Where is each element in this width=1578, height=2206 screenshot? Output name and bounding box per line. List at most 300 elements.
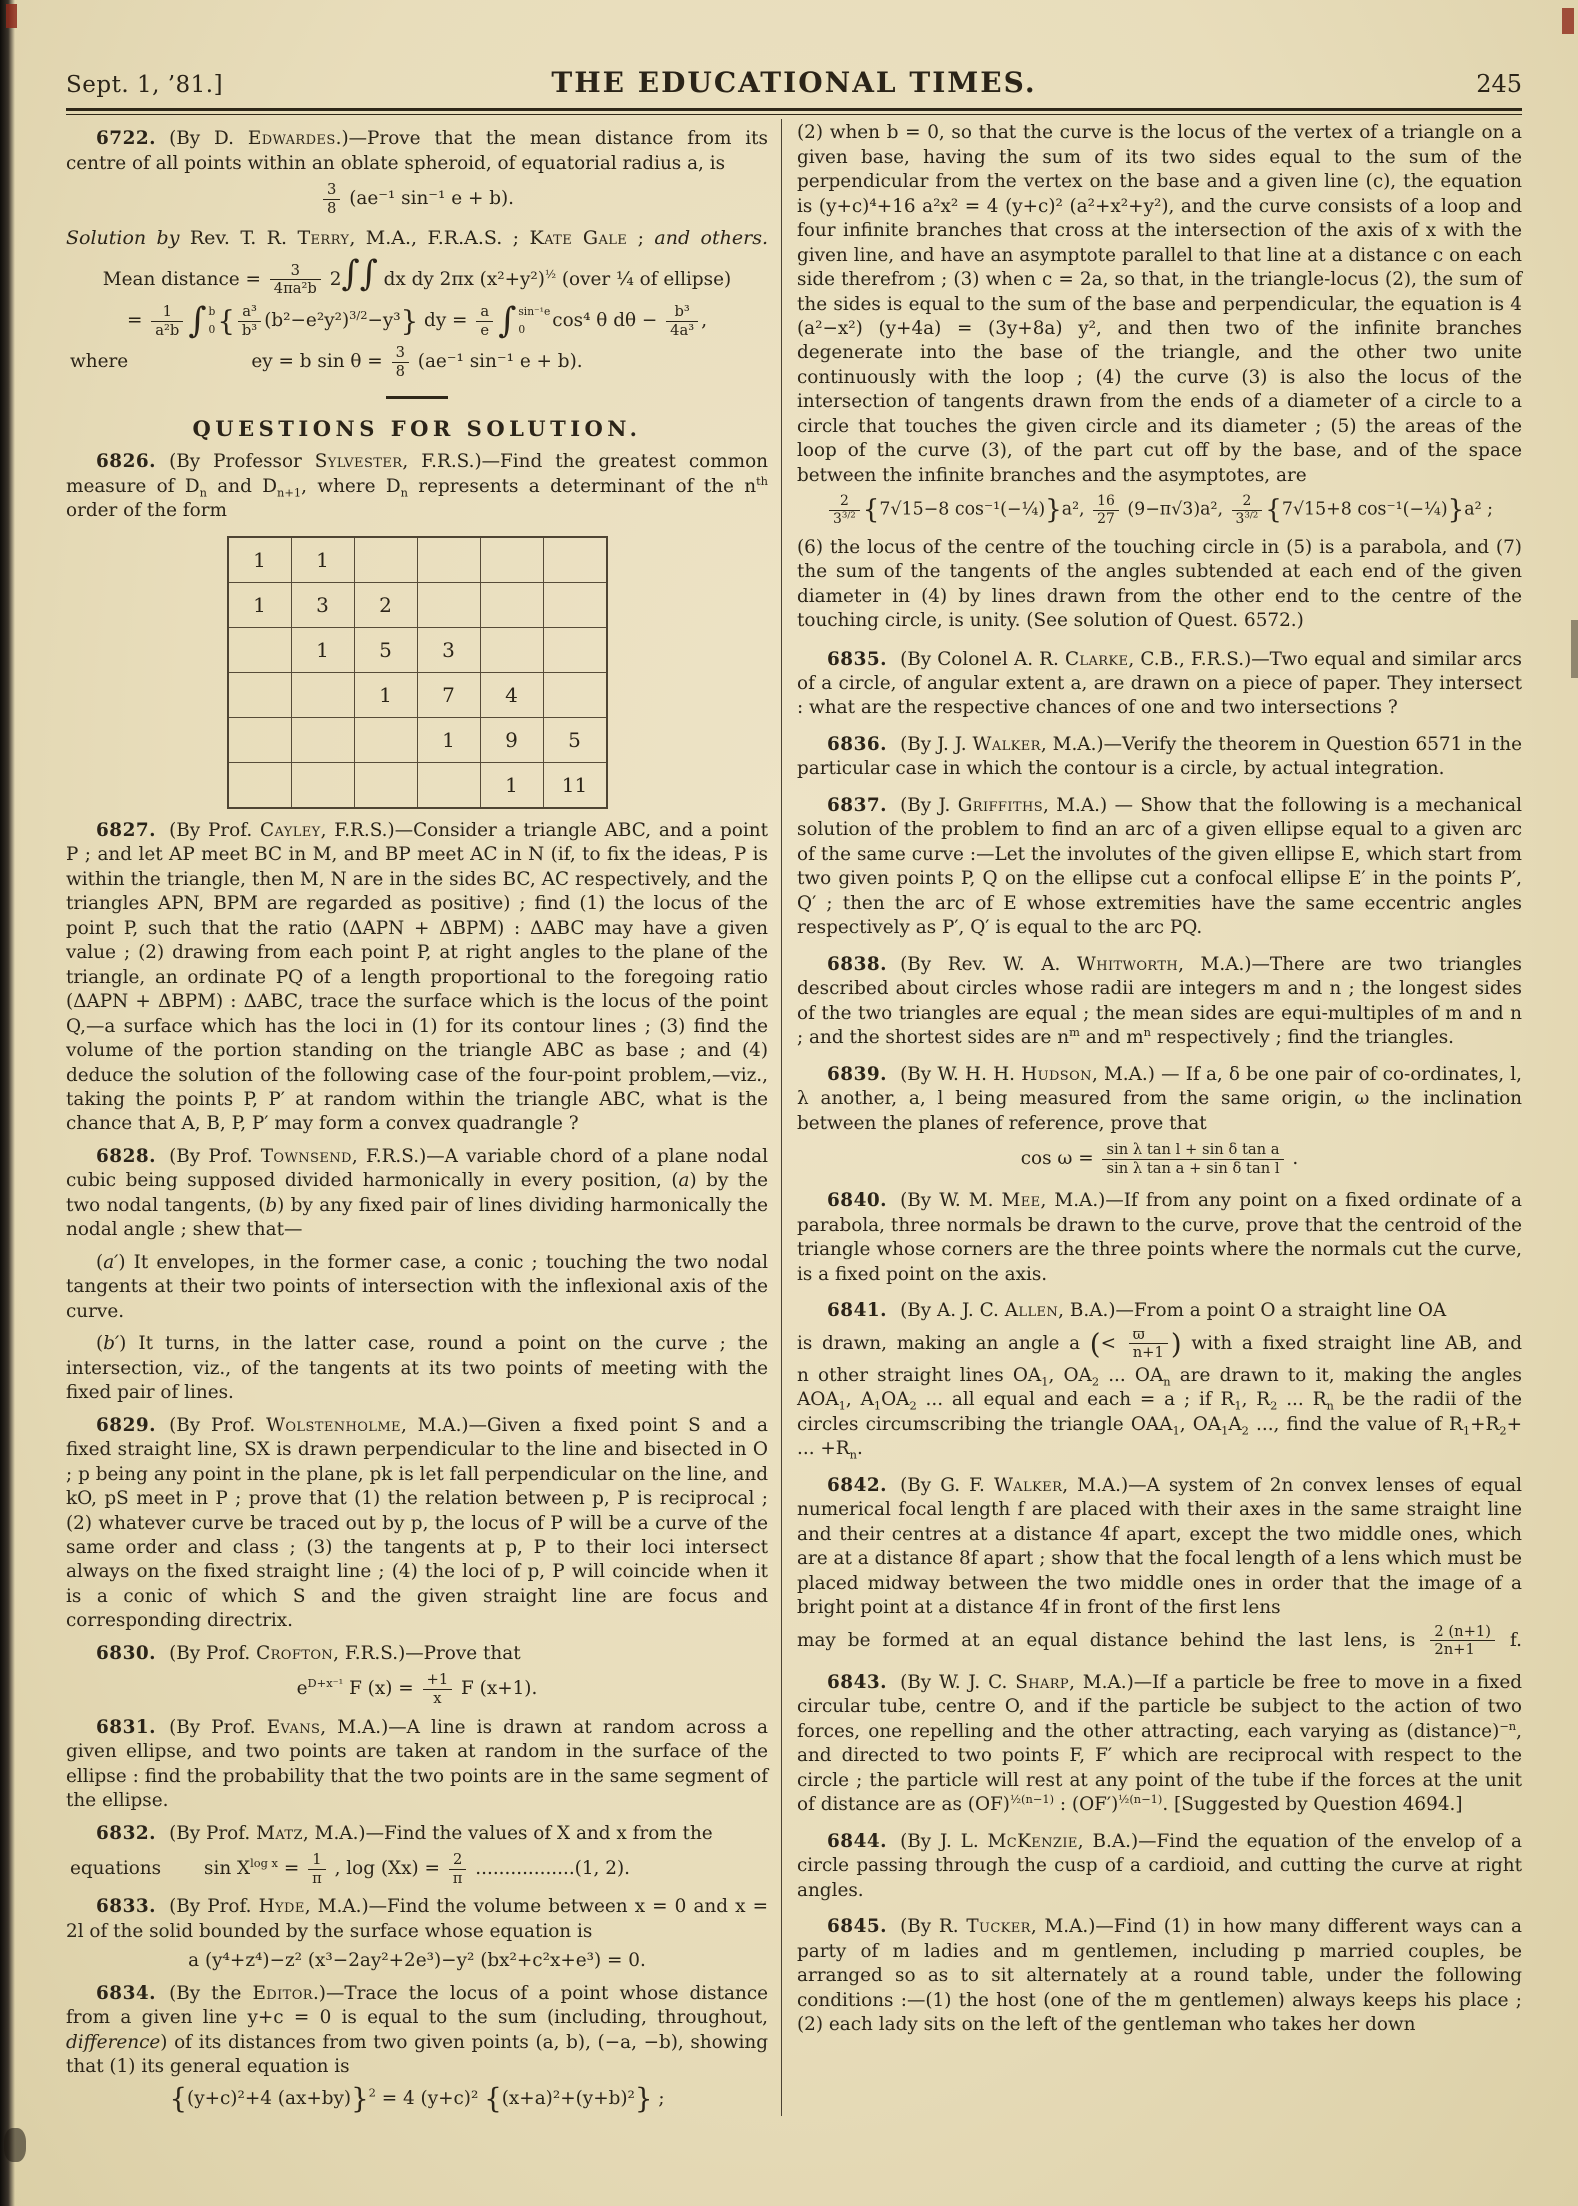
text-run: may be formed at an equal distance behind the last lens, is: [797, 1629, 1428, 1651]
text-run: n+1: [276, 485, 302, 500]
text-run: 1: [1221, 1423, 1229, 1438]
text-run: ) of its distances from two given points (a, b), (−a, −b), showing that (1) its general equation is: [66, 2031, 768, 2078]
page-number: 245: [1476, 70, 1522, 98]
text-run: , F.R.S.)—Find the greatest common measure of D: [66, 451, 769, 497]
text-run: ∫ b 0: [188, 300, 216, 341]
text-run: 3: [1235, 510, 1245, 527]
text-run: $\frac{\text{sin λ tan l + sin δ tan a}}{\text{sin λ tan a + sin δ tan l}}$: [1102, 1141, 1283, 1177]
text-run: }: [400, 304, 419, 338]
text-run: {: [169, 2081, 188, 2115]
equation-mean-distance-2: [66, 300, 768, 341]
determinant-cell: [480, 537, 543, 583]
question-number: 6837.: [827, 794, 888, 816]
text-run: }: [1045, 495, 1062, 526]
text-run: Whitworth: [1076, 953, 1179, 975]
determinant-cell: 2: [354, 582, 417, 627]
determinant-cell: [291, 672, 354, 717]
determinant-cell: 1: [228, 582, 292, 627]
text-run: Kate Gale: [529, 227, 628, 250]
determinant-cell: [354, 537, 417, 583]
text-run: Mee: [1001, 1190, 1041, 1212]
text-run: and D: [206, 475, 277, 497]
text-run: n: [849, 1448, 857, 1463]
determinant-cell: [228, 627, 292, 672]
question-6722: [66, 127, 768, 176]
text-run: Solution by: [66, 227, 190, 250]
continuation-paragraph: [797, 536, 1522, 634]
text-run: , M.A.)—A system of 2n convex lenses of equal numerical focal length f are placed with their axes in the same straight line and their centres at a distance 4f apart, except the two middle ones, which are at a distance 8f apart ; show that the focal length of a lens which must be placed midway between the two middle ones in order that the image of a bright point at a distance 4f in front of the first lens: [797, 1474, 1522, 1619]
text-run: , M.A.)—Verify the theorem in Question 6571 in the particular case in which the contour is a circle, by actual integration.: [797, 733, 1522, 780]
text-run: $\frac{2 (n+1)}{2n+1}$: [1430, 1623, 1495, 1659]
text-run: (By Prof.: [169, 1414, 267, 1436]
text-run: Clarke: [1064, 648, 1129, 670]
text-run: order of the form: [66, 500, 227, 522]
text-run: }: [1447, 495, 1465, 526]
question-text: [66, 1252, 768, 1322]
text-run: .: [1286, 1148, 1299, 1170]
determinant-cell: [291, 762, 354, 808]
text-run: ) by any fixed pair of lines dividing harmonically the nodal angle ; shew that—: [66, 1194, 769, 1241]
question-6833: [66, 1895, 768, 1944]
question-number: 6844.: [827, 1830, 888, 1852]
question-6844: [797, 1830, 1522, 1903]
text-run: McKenzie: [987, 1830, 1078, 1852]
determinant-cell: [543, 672, 607, 717]
text-run: (ae⁻¹ sin⁻¹ e + b).: [411, 351, 583, 373]
text-run: n: [1143, 1024, 1151, 1039]
text-run: ) by the two nodal tangents, (: [66, 1170, 768, 1216]
text-run: (By W. J. C.: [900, 1671, 1016, 1693]
equation-6832-row: [66, 1851, 768, 1887]
text-run: 7√15−8 cos⁻¹(−¼): [879, 499, 1046, 520]
text-run: are drawn to it, making the angles AOA: [797, 1364, 1522, 1411]
determinant-row: [228, 582, 607, 627]
text-run: Tucker: [966, 1916, 1031, 1938]
text-run: D+x⁻¹: [307, 1676, 344, 1691]
text-run: (By Prof.: [169, 819, 261, 841]
text-run: (By J. J.: [900, 733, 973, 755]
text-run: 1: [1041, 1374, 1049, 1389]
text-run: $\frac{2}{3^{3/2}}$: [829, 493, 860, 527]
text-run: Terry: [297, 227, 350, 250]
question-number: 6833.: [96, 1896, 157, 1918]
question-6826: [66, 450, 768, 523]
determinant-cell: [228, 762, 292, 808]
determinant-cell: 9: [480, 717, 543, 762]
text-run: b′: [103, 1333, 120, 1355]
continuation-text: [797, 537, 1522, 631]
text-run: a² ;: [1464, 499, 1493, 520]
text-run: Cayley: [260, 819, 321, 841]
text-run: n other straight lines OA: [797, 1364, 1042, 1386]
text-run: (9−π√3)a²,: [1121, 499, 1229, 520]
text-run: $\frac{2}{\pi}$: [449, 1851, 467, 1887]
equation-mean-distance-1: [66, 253, 768, 298]
text-run: (b²−e²y²): [264, 310, 350, 332]
equations-label: equations: [70, 1857, 162, 1879]
question-number: 6828.: [96, 1145, 157, 1167]
question-6841: [797, 1299, 1522, 1323]
text-run: , M.A.) — If a, δ be one pair of co-ordinates, l, λ another, a, l being measured from the same origin, ω the inclination between the planes of reference, prove that: [797, 1063, 1523, 1134]
text-run: {: [862, 495, 880, 526]
question-6835: [797, 648, 1522, 721]
text-run: 2: [368, 2085, 376, 2100]
equation-6830: [66, 1671, 768, 1707]
text-run: ,: [701, 310, 708, 332]
text-run: }: [634, 2081, 653, 2115]
text-run: ) It turns, in the latter case, round a point on the curve ; the intersection, viz., of the tangents at its two points of meeting with the fixed pair of lines.: [66, 1333, 768, 1404]
text-run: 2: [1499, 1423, 1507, 1438]
text-run: ... all equal and each = a ; if R: [916, 1389, 1235, 1411]
page-title: THE EDUCATIONAL TIMES.: [551, 66, 1037, 99]
question-text: [797, 1831, 1522, 1901]
text-run: cos⁴ θ dθ −: [552, 310, 664, 332]
text-run: Matz: [256, 1822, 303, 1844]
text-run: , M.A.)—Find the volume between x = 0 and x = 2l of the solid bounded by the surface whose equation is: [66, 1896, 768, 1942]
text-run: $\frac{+1}{x}$: [423, 1671, 453, 1707]
text-run: 2: [1270, 1399, 1278, 1414]
scan-smudge: [4, 2128, 26, 2162]
question-text: [900, 1300, 1446, 1321]
text-run: Evans: [266, 1716, 321, 1738]
determinant-cell: [480, 582, 543, 627]
text-run: , M.A.) — Show that the following is a mechanical solution of the problem to find an arc of a given ellipse equal to a given arc of the same curve :—Let the involutes of the given ellipse E, which start from two given points P, Q on the ellipse cut a confocal ellipse E′ in the points P′, Q′ ; then the arc of E whose extremities have the same eccentric angles respectively as P′, Q′ is equal to the arc PQ.: [797, 794, 1523, 939]
question-6836: [797, 733, 1522, 782]
text-run: (By A. J. C.: [900, 1300, 1005, 1322]
question-text: [797, 1364, 1523, 1463]
text-run: $\frac{3}{\text{4πa²b}}$: [270, 262, 321, 298]
determinant-row: [228, 672, 607, 717]
question-number: 6842.: [827, 1474, 888, 1496]
determinant-cell: 1: [354, 672, 417, 717]
text-run: $\frac{3}{8}$: [392, 344, 409, 380]
text-run: n: [199, 485, 207, 500]
text-run: Allen: [1004, 1300, 1059, 1322]
text-run: 2: [909, 1399, 917, 1414]
text-run: cos ω =: [1020, 1148, 1100, 1170]
equation-6832: [66, 1851, 768, 1887]
question-6838: [797, 953, 1522, 1051]
determinant-cell: [228, 717, 292, 762]
question-6845: [797, 1915, 1522, 2037]
left-column: [66, 119, 781, 2116]
determinant-cell: 1: [291, 627, 354, 672]
text-run: 2: [323, 268, 342, 290]
text-run: $\frac{\text{a³}}{\text{b³}}$: [238, 303, 261, 339]
question-text: [797, 734, 1522, 779]
question-6841-inline-equation-line: [797, 1326, 1522, 1362]
text-run: $\frac{a}{e}$: [476, 303, 493, 339]
text-run: Griffiths: [957, 794, 1044, 816]
equation-6833: [66, 1949, 768, 1973]
text-run: Townsend: [260, 1145, 352, 1167]
determinant-cell: 11: [543, 762, 607, 808]
text-run: ;: [627, 227, 655, 250]
text-run: F (x) =: [343, 1678, 420, 1700]
text-run: dy =: [418, 310, 474, 332]
text-run: a′: [103, 1251, 119, 1273]
question-text: [797, 1475, 1522, 1618]
determinant-cell: 1: [291, 537, 354, 583]
text-run: 2: [1241, 1423, 1249, 1438]
text-run: m: [1069, 1024, 1080, 1039]
two-column-body: [66, 119, 1522, 2116]
text-run: (By J. L.: [900, 1830, 988, 1852]
question-6839: [797, 1063, 1522, 1136]
question-6828-part-b: [66, 1332, 768, 1405]
text-run: and others.: [654, 227, 768, 250]
determinant-cell: 5: [354, 627, 417, 672]
text-run: −y³: [367, 310, 401, 332]
text-run: $\frac{1}{\pi}$: [308, 1851, 326, 1887]
text-run: , B.A.)—From a point O a straight line OA: [1058, 1300, 1447, 1322]
text-run: , F.R.S.)—A variable chord of a plane nodal cubic being supposed divided harmonically in every position, (: [66, 1145, 768, 1192]
question-6828-part-a: [66, 1251, 768, 1324]
text-run: ∫ sin⁻¹e 0: [498, 300, 551, 341]
text-run: ..., find the value of R: [1248, 1413, 1463, 1435]
determinant-cell: 1: [228, 537, 292, 583]
text-run: a²,: [1061, 499, 1091, 520]
text-run: , A: [845, 1389, 874, 1411]
text-run: : (OF′): [1054, 1794, 1119, 1816]
determinant-row: [228, 627, 607, 672]
question-text: [797, 795, 1522, 938]
right-column: [781, 119, 1522, 2116]
text-run: ) It envelopes, in the former case, a conic ; touching the two nodal tangents at their two points of intersection with the inflexional axis of the curve.: [66, 1251, 768, 1322]
question-6842: [797, 1474, 1522, 1621]
text-run: , where D: [301, 475, 401, 497]
text-run: (By Prof.: [169, 1642, 257, 1664]
text-run: a (y⁴+z⁴)−z² (x³−2ay²+2e³)−y² (bx²+c²x+e³) = 0.: [188, 1950, 646, 1972]
question-text: [797, 954, 1522, 1048]
determinant-row: [228, 762, 607, 808]
determinant-cell: 1: [480, 762, 543, 808]
text-run: 2: [1091, 1374, 1100, 1389]
text-run: , M.A.)—If a particle be free to move in a fixed circular tube, centre O, and if the particle be subject to the action of two forces, one repelling and the other attracting, each varying as (distance): [797, 1671, 1523, 1742]
text-run: A: [1228, 1413, 1242, 1435]
text-run: , M.A.)—Given a fixed point S and a fixed straight line, SX is drawn perpendicular to the line and bisected in O ; p being any point in the plane, pk is let fall perpendicular on the line, and kO, pS meet in P ; prove that (1) the relation between p, P is reciprocal ; (2) whatever curve be traced out by p, the locus of P will be a curve of the same order and class ; (3) the tangents at p, P to their loci intersect always on the fixed straight line ; (4) the loci of p, P will coincide when it is a conic of which S and the given straight line are focus and corresponding directrix.: [66, 1414, 768, 1632]
question-text: [169, 1643, 521, 1664]
text-run: (By Colonel A. R.: [900, 648, 1065, 670]
determinant-cell: [417, 762, 480, 808]
text-run: (: [96, 1333, 104, 1355]
text-run: ;: [652, 2087, 665, 2109]
equation-where-row: [66, 344, 768, 380]
text-run: , R: [1241, 1389, 1271, 1411]
text-run: Wolstenholme: [266, 1414, 401, 1436]
text-run: {: [217, 304, 235, 338]
formula-6722: [66, 181, 768, 217]
text-run: }: [351, 2081, 369, 2115]
text-run: {: [484, 2081, 502, 2115]
text-run: , M.A., F.R.A.S. ;: [349, 227, 530, 250]
text-run: .: [856, 1438, 863, 1460]
text-run: (2) when b = 0, so that the curve is the locus of the vertex of a triangle on a given base, having the sum of its two sides equal to the sum of the perpendicular from the vertex on the base and a given line (c), the equation is (y+c)⁴+16 a²x² = 4 (y+c)² (a²+x²+y²), and the curve consists of a loop and four infinite branches that cross at the intersection of the axis of x with the given line, and have an asymptote parallel to that line at a distance c on each side therefrom ; (3) when c = 2a, so that, in the triangle-locus (2), the sum of the sides is equal to the sum of the base and perpendicular, the equation is 4 (a²−x²) (y+4a) = (3y+8a) y², and then two of the infinite branches degenerate into the base of the triangle, and the other two unite continuously with the loop ; (4) the curve (3) is also the locus of the intersection of tangents drawn from the ends of a diameter of a circle to a circle that touches the given circle and its diameter ; (5) the areas of the loop of the curve (3), of the part cut off by the base, and of the space between the infinite branches and the asymptotes, are: [797, 122, 1522, 486]
question-number: 6835.: [827, 648, 888, 670]
question-number: 6830.: [96, 1642, 157, 1664]
text-run: OA: [881, 1389, 910, 1411]
question-6828: [66, 1145, 768, 1243]
question-text: [66, 1415, 768, 1632]
text-run: dx dy 2πx (x²+y²): [377, 268, 545, 290]
text-run: , M.A.)—If from any point on a fixed ordinate of a parabola, three normals be drawn to the curve, prove that the centroid of the triangle whose corners are the three points where the normals cut the curve, is a fixed point on the axis.: [797, 1190, 1522, 1285]
text-run: e: [296, 1678, 308, 1700]
question-text: [169, 1823, 713, 1844]
text-run: 1: [838, 1399, 846, 1414]
determinant-cell: [291, 717, 354, 762]
text-run: (By Prof.: [169, 1145, 261, 1167]
question-6829: [66, 1414, 768, 1634]
question-number: 6840.: [827, 1190, 888, 1212]
determinant-cell: [543, 537, 607, 583]
text-run: a: [678, 1170, 690, 1192]
question-text: [66, 1896, 768, 1941]
text-run: .)—Prove that the mean distance from its centre of all points within an oblate spheroid, of equatorial radius a, is: [66, 128, 768, 174]
text-run: Rev. T. R.: [189, 227, 298, 250]
determinant-cell: [354, 762, 417, 808]
text-run: $\frac{2}{3^{3/2}}$: [1232, 493, 1263, 527]
text-run: ½: [544, 266, 556, 281]
question-number: 6829.: [96, 1414, 157, 1436]
text-run: ∫∫: [341, 253, 378, 294]
text-run: + ... +R: [797, 1413, 1522, 1460]
continuation-paragraph: [797, 121, 1522, 488]
text-run: (6) the locus of the centre of the touching circle in (5) is a parabola, and (7) the sum of the tangents of the angles subtended at each end of the given diameter in (4) by lines drawn from the other end to the centre of the touching circle, is unity. (See solution of Quest. 6572.): [797, 536, 1522, 632]
text-run: Walker: [993, 1474, 1063, 1496]
text-run: (By Prof.: [169, 1822, 257, 1844]
question-text: [66, 1717, 768, 1811]
question-text: [66, 451, 768, 521]
question-number: 6832.: [96, 1822, 157, 1844]
text-run: sin X: [204, 1858, 251, 1880]
determinant-cell: [417, 537, 480, 583]
text-run: ... R: [1277, 1389, 1327, 1411]
text-run: (: [96, 1251, 104, 1273]
determinant-cell: [480, 627, 543, 672]
text-run: ... OA: [1099, 1364, 1164, 1386]
text-run: −n: [1499, 1718, 1517, 1733]
text-run: , M.A.)—Find (1) in how many different ways can a party of m ladies and m gentlemen, including p married couples, be arranged so as to sit alternately at a round table, under the following conditions :—(1) the host (one of the m gentlemen) always keeps his place ; (2) each lady sits on the left of the gentleman who takes her down: [797, 1916, 1523, 2036]
text-run: , and directed to two points F, F′ which are reciprocal with respect to the circle ; the particle will rest at any point of the tube if the forces at the unit of distance are as (OF): [797, 1720, 1522, 1816]
question-6834: [66, 1982, 768, 2080]
text-run: , M.A.)—A line is drawn at random across a given ellipse, and two points are taken at random in the surface of the ellipse : find the probability that the two points are in the same segment of the ellipse.: [66, 1716, 768, 1812]
question-6831: [66, 1716, 768, 1814]
equation-6839: [797, 1141, 1522, 1177]
question-text: [797, 1916, 1522, 2035]
text-run: (By D.: [169, 128, 248, 150]
determinant-cell: 4: [480, 672, 543, 717]
text-run: +R: [1470, 1413, 1500, 1435]
determinant-cell: 5: [543, 717, 607, 762]
question-text: [66, 820, 768, 1135]
text-run: respectively ; find the triangles.: [1151, 1027, 1455, 1049]
determinant-row: [228, 537, 607, 583]
text-run: (x+a)²+(y+b)²: [501, 2087, 635, 2109]
text-run: , M.A.)—Find the values of X and x from the: [302, 1822, 713, 1844]
page-header: [66, 64, 1522, 101]
text-run: ½(n−1): [1118, 1792, 1163, 1807]
text-run: (over ¼ of ellipse): [555, 268, 732, 290]
question-number: 6839.: [827, 1063, 888, 1085]
text-run: .................(1, 2).: [469, 1858, 630, 1880]
where-label: where: [70, 351, 129, 373]
question-6827: [66, 819, 768, 1137]
equation-areas: [797, 493, 1522, 527]
text-run: (By J.: [900, 794, 958, 816]
question-text: [797, 1190, 1522, 1284]
text-run: . [Suggested by Question 4694.]: [1162, 1794, 1463, 1816]
text-run: 1: [1462, 1423, 1471, 1438]
issue-date: Sept. 1, ’81.]: [66, 72, 224, 98]
text-run: and m: [1079, 1027, 1144, 1049]
text-run: with a fixed straight line AB, and: [1181, 1332, 1522, 1354]
text-run: ½(n−1): [1009, 1792, 1055, 1807]
text-run: log x: [250, 1856, 278, 1871]
text-run: b: [265, 1194, 278, 1216]
text-run: =: [126, 310, 149, 332]
determinant-cell: 7: [417, 672, 480, 717]
text-run: Hyde: [258, 1896, 305, 1918]
text-run: Crofton: [256, 1642, 334, 1664]
determinant-cell: [543, 582, 607, 627]
text-run: {: [1265, 495, 1282, 526]
text-run: n: [1326, 1399, 1334, 1414]
text-run: Sharp: [1015, 1671, 1070, 1693]
determinant-cell: 3: [291, 582, 354, 627]
question-number: 6843.: [827, 1671, 888, 1693]
question-text: [797, 1064, 1522, 1134]
question-6842-final-line: [797, 1623, 1522, 1659]
text-run: F (x+1).: [455, 1678, 538, 1700]
text-run: difference: [66, 2031, 161, 2053]
text-run: 1: [873, 1399, 882, 1414]
text-run: (By G. F.: [900, 1474, 994, 1496]
text-run: Walker: [972, 733, 1041, 755]
text-run: 3/2: [1244, 510, 1259, 521]
text-run: th: [756, 473, 768, 488]
text-run: , OA: [1179, 1413, 1222, 1435]
header-rule: [66, 108, 1522, 115]
determinant-cell: [228, 672, 292, 717]
determinant-table: [227, 536, 608, 809]
determinant-row: [228, 717, 607, 762]
determinant-cell: [417, 582, 480, 627]
question-6837: [797, 794, 1522, 941]
text-run: (By Prof.: [169, 1716, 267, 1738]
text-run: (By the: [169, 1982, 253, 2004]
question-number: 6834.: [96, 1982, 157, 2004]
determinant-cell: 3: [417, 627, 480, 672]
determinant-cell: [543, 627, 607, 672]
question-text: [66, 1146, 768, 1240]
text-run: is drawn, making an angle a: [797, 1332, 1090, 1354]
text-run: 3: [833, 510, 842, 527]
question-6840: [797, 1189, 1522, 1287]
text-run: represents a determinant of the n: [407, 475, 757, 497]
text-run: 3/2: [841, 510, 856, 521]
text-run: , log (Xx) =: [328, 1858, 446, 1880]
text-run: $\frac{\text{b³}}{\text{4a³}}$: [666, 303, 698, 339]
text-run: (By R.: [900, 1916, 967, 1938]
text-run: n: [400, 485, 408, 500]
question-number: 6841.: [827, 1300, 888, 1322]
determinant-cell: 1: [417, 717, 480, 762]
text-run: (By W. H. H.: [900, 1063, 1022, 1085]
question-number: 6836.: [827, 733, 888, 755]
text-run: $\frac{ϖ}{n+1}$: [1129, 1326, 1168, 1362]
continuation-text: [797, 122, 1522, 486]
question-number: 6722.: [96, 128, 157, 150]
